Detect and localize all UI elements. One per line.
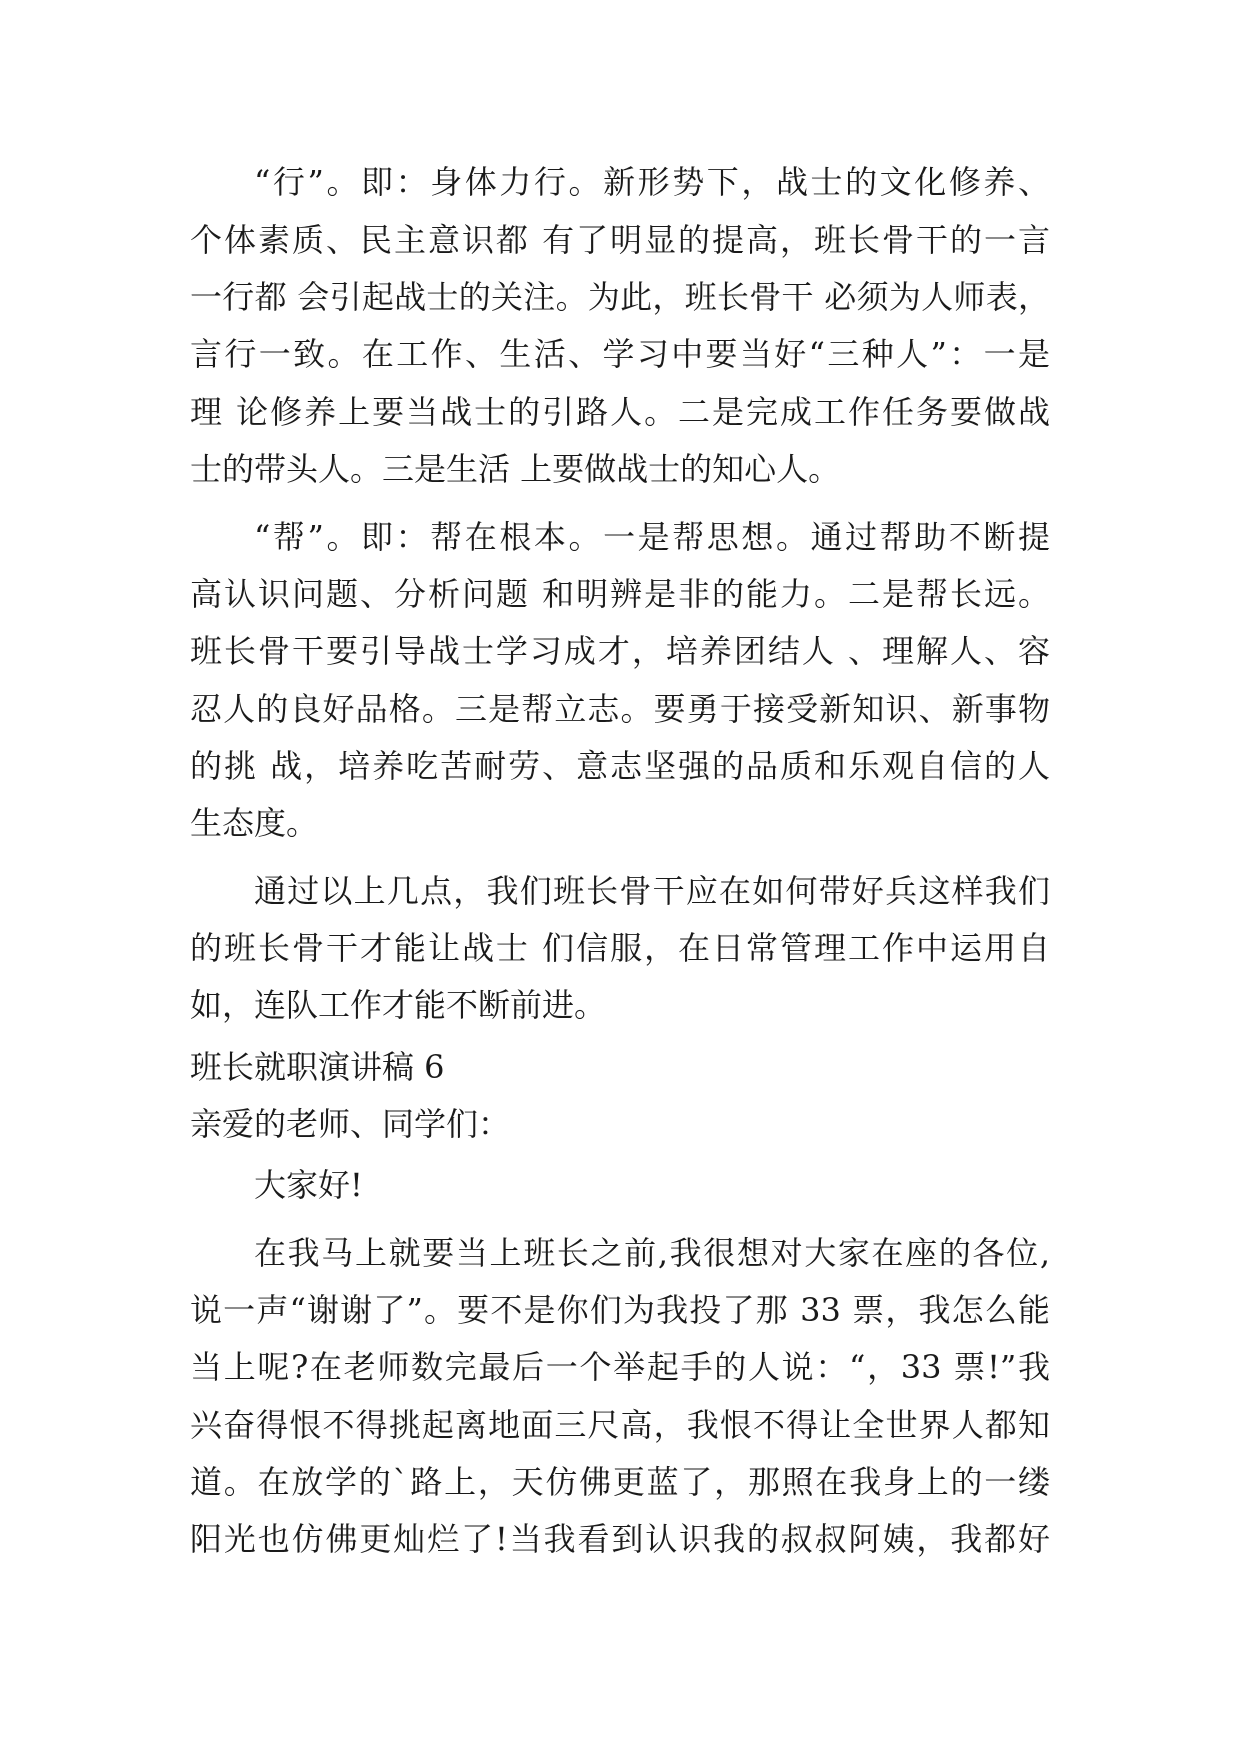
paragraph-line: 个体素质、民主意识都 有了明显的提高，班长骨干的一言 — [190, 221, 1050, 259]
paragraph-line: 班长骨干要引导战士学习成才，培养团结人 、理解人、容 — [190, 632, 1050, 670]
paragraph-line: 当上呢?在老师数完最后一个举起手的人说：“，33 票!”我 — [190, 1348, 1050, 1386]
paragraph-line: 说一声“谢谢了”。要不是你们为我投了那 33 票，我怎么能 — [190, 1291, 1050, 1329]
paragraph-line: 如，连队工作才能不断前进。 — [190, 986, 607, 1024]
greeting: 大家好! — [254, 1166, 363, 1204]
salutation: 亲爱的老师、同学们： — [190, 1105, 511, 1143]
paragraph-line: 通过以上几点，我们班长骨干应在如何带好兵这样我们 — [254, 872, 1050, 910]
paragraph-line: 言行一致。在工作、生活、学习中要当好“三种人”：一是 — [190, 335, 1050, 373]
paragraph-line: 道。在放学的`路上，天仿佛更蓝了，那照在我身上的一缕 — [190, 1463, 1050, 1501]
paragraph-line: 高认识问题、分析问题 和明辨是非的能力。二是帮长远。 — [190, 575, 1050, 613]
paragraph-line: 的挑 战，培养吃苦耐劳、意志坚强的品质和乐观自信的人 — [190, 747, 1050, 785]
paragraph-line: 忍人的良好品格。三是帮立志。要勇于接受新知识、新事物 — [190, 690, 1050, 728]
paragraph-line: 士的带头人。三是生活 上要做战士的知心人。 — [190, 450, 841, 488]
paragraph-line: “行”。即：身体力行。新形势下，战士的文化修养、 — [254, 163, 1050, 201]
paragraph-line: 生态度。 — [190, 804, 319, 842]
section-heading: 班长就职演讲稿 6 — [190, 1048, 445, 1086]
paragraph-line: 一行都 会引起战士的关注。为此，班长骨干 必须为人师表， — [190, 278, 1050, 316]
paragraph-line: 兴奋得恨不得挑起离地面三尺高，我恨不得让全世界人都知 — [190, 1406, 1050, 1444]
paragraph-line: 理 论修养上要当战士的引路人。二是完成工作任务要做战 — [190, 393, 1050, 431]
paragraph-line: 阳光也仿佛更灿烂了!当我看到认识我的叔叔阿姨，我都好 — [190, 1520, 1050, 1558]
paragraph-line: 的班长骨干才能让战士 们信服，在日常管理工作中运用自 — [190, 929, 1050, 967]
paragraph-line: “帮”。即：帮在根本。一是帮思想。通过帮助不断提 — [254, 518, 1050, 556]
paragraph-line: 在我马上就要当上班长之前,我很想对大家在座的各位, — [254, 1234, 1050, 1272]
